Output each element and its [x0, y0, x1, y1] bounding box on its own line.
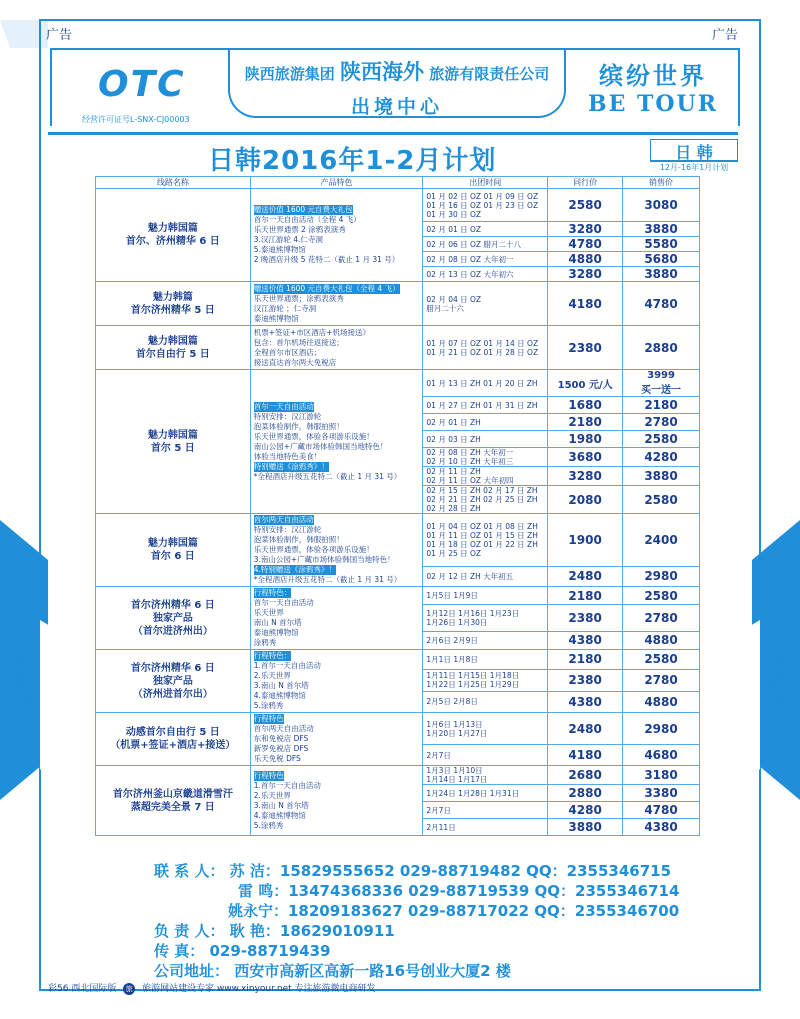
route-name: 动感首尔自由行 5 日 （机票+签证+酒店+接送） — [96, 713, 251, 766]
departure-dates: 01 月 13 日 ZH 01 月 20 日 ZH — [423, 370, 548, 397]
retail-price: 2780 — [623, 414, 700, 431]
feature-line: 2 晚酒店升级 5 花特二（截止 1 月 31 号） — [253, 255, 400, 264]
feature-line: 汉江游轮 ；仁寺洞 — [253, 303, 317, 313]
feature-line: 涂鸦秀 — [253, 638, 277, 647]
retail-price: 2580 — [623, 486, 700, 514]
departure-dates: 2月5日 2月8日 — [423, 691, 548, 712]
trade-price: 4280 — [548, 802, 623, 819]
retail-price: 3880 — [623, 267, 700, 282]
table-row — [96, 514, 700, 567]
trade-price: 4380 — [548, 631, 623, 649]
tour-table — [95, 176, 700, 836]
feature-line: 4.特别赠送《涂鸦秀》！ — [253, 565, 336, 574]
retail-price: 2780 — [623, 605, 700, 631]
column-header: 出团时间 — [423, 177, 548, 189]
feature-line: 3.汉江游轮 4.仁寺洞 — [253, 235, 323, 244]
departure-dates: 02 月 04 日 OZ 腊月二十六 — [423, 282, 548, 326]
trade-price: 4380 — [548, 691, 623, 712]
feature-line: 4.泰迪熊博物馆 — [253, 810, 306, 820]
feature-line: 南山公园+广藏市场体验韩国当地特色！ — [253, 441, 388, 451]
route-features — [250, 282, 423, 326]
feature-line: 1.首尔一天自由活动 — [253, 661, 321, 670]
page-title: 日韩2016年1-2月计划 — [208, 146, 497, 176]
retail-price: 3380 — [623, 785, 700, 802]
trade-price: 4180 — [548, 282, 623, 326]
table-row — [96, 282, 700, 326]
feature-line: 5.泰迪熊博物馆 — [253, 245, 306, 254]
feature-line: 特别安排：汉江游轮 — [253, 411, 322, 421]
feature-line: 泡菜体验制作，韩服拍照！ — [253, 535, 344, 544]
badge-icon: 旅 — [123, 983, 135, 995]
feature-line: *全程酒店升级五花特二（截止 1 月 31 号） — [253, 471, 402, 481]
column-header: 同行价 — [548, 177, 623, 189]
side-text-right: 陕 西 海 外 — [768, 651, 785, 736]
contact-line-5: 传 真： 029-88719439 — [154, 942, 331, 960]
table-row — [96, 766, 700, 785]
feature-line: 赠送价值 1600 元自费大礼包（全程 4 飞） — [253, 283, 400, 293]
route-name: 魅力韩国篇 首尔自由行 5 日 — [96, 326, 251, 370]
route-name: 首尔济州精华 6 日 独家产品 （济州进首尔出） — [96, 650, 251, 713]
departure-dates: 02 月 01 日 OZ — [423, 222, 548, 237]
table-row — [96, 189, 700, 222]
bottom-right: 旅游网站建设专家 www.xinyour.net 专注旅游微电商研发 — [142, 984, 376, 994]
route-name: 魅力韩国篇 首尔 5 日 — [96, 370, 251, 514]
table-row — [96, 326, 700, 370]
column-header: 线路名称 — [96, 177, 251, 189]
departure-dates: 02 月 08 日 ZH 大年初一 02 月 10 日 ZH 大年初三 — [423, 448, 548, 467]
feature-line: 东和免税店 DFS — [253, 734, 309, 743]
departure-dates: 02 月 15 日 ZH 02 月 17 日 ZH 02 月 21 日 ZH 02 月 25 日 ZH 02 月 28 日 ZH — [423, 486, 548, 514]
contact-line-4: 负 责 人： 耿 艳：18629010911 — [154, 922, 395, 940]
departure-dates: 02 月 13 日 OZ 大年初六 — [423, 267, 548, 282]
feature-line: 泰迪熊博物馆 — [253, 628, 299, 637]
trade-price: 3680 — [548, 448, 623, 467]
feature-line: 机票+签证+市区酒店+机场接送》 — [253, 327, 371, 337]
feature-line: 首尔两天自由活动 — [253, 515, 314, 524]
feature-line: 泡菜体验制作，韩服拍照！ — [253, 421, 344, 431]
trade-price: 3280 — [548, 222, 623, 237]
departure-dates: 2月7日 — [423, 745, 548, 766]
route-features — [250, 650, 423, 713]
table-header — [96, 177, 700, 189]
departure-dates: 1月24日 1月28日 1月31日 — [423, 785, 548, 802]
contact-line-2: 雷 鸣：13474368336 029-88719539 QQ：2355346714 — [238, 882, 680, 900]
route-name: 首尔济州釜山京畿道滑雪汗 蒸超完美全景 7 日 — [96, 766, 251, 836]
retail-price: 3180 — [623, 766, 700, 785]
feature-line: 行程特色 — [253, 714, 284, 723]
feature-line: *全程酒店升级五花特二（截止 1 月 31 号） — [253, 575, 402, 584]
header — [50, 48, 740, 126]
feature-line: 3.南山公园+广藏市场体验韩国当地特色！ — [253, 555, 395, 564]
retail-price: 2580 — [623, 587, 700, 605]
table-row — [96, 587, 700, 605]
departure-dates: 01 月 04 日 OZ 01 月 08 日 ZH 01 月 11 日 OZ 01 月 15 日 ZH 01 月 18 日 OZ 01 月 22 日 ZH 01 月 25 日 OZ — [423, 514, 548, 567]
group-name: 陕西旅游集团 — [244, 65, 335, 83]
company-name: 旅游有限责任公司 — [429, 65, 550, 83]
route-name: 魅力韩篇 首尔济州精华 5 日 — [96, 282, 251, 326]
feature-line: 2.乐天世界 — [253, 790, 291, 800]
trade-price: 2180 — [548, 587, 623, 605]
retail-price: 2980 — [623, 713, 700, 745]
feature-line: 5.涂鸦秀 — [253, 820, 284, 830]
retail-price: 3880 — [623, 222, 700, 237]
feature-line: 特别安排：汉江游轮 — [253, 525, 322, 534]
bottom-left: 彩56 西北国际版 — [48, 984, 117, 994]
table-row — [96, 650, 700, 670]
route-features — [250, 370, 423, 514]
trade-price: 1980 — [548, 431, 623, 448]
route-features — [250, 326, 423, 370]
company-line — [230, 56, 564, 86]
feature-line: 新罗免税店 DFS — [253, 744, 309, 753]
feature-line: 乐天世界通票，体验各项游乐设施！ — [253, 431, 374, 441]
retail-price: 5680 — [623, 252, 700, 267]
contact-section — [48, 856, 740, 980]
departure-dates: 1月11日 1月15日 1月18日 1月22日 1月25日 1月29日 — [423, 669, 548, 691]
route-features — [250, 713, 423, 766]
retail-price: 3080 — [623, 189, 700, 222]
feature-line: 5.涂鸦秀 — [253, 701, 284, 710]
feature-line: 泰迪熊博物馆 — [253, 313, 299, 323]
departure-dates: 2月7日 — [423, 802, 548, 819]
contact-line-6: 公司地址： 西安市高新区高新一路16号创业大厦2 楼 — [154, 962, 511, 980]
trade-price: 1500 元/人 — [548, 370, 623, 397]
departure-dates: 02 月 08 日 OZ 大年初一 — [423, 252, 548, 267]
retail-price: 2400 — [623, 514, 700, 567]
retail-price: 2880 — [623, 326, 700, 370]
retail-price: 4880 — [623, 691, 700, 712]
trade-price: 2180 — [548, 414, 623, 431]
departure-dates: 1月12日 1月16日 1月23日 1月26日 1月30日 — [423, 605, 548, 631]
departure-dates: 2月11日 — [423, 819, 548, 836]
retail-price: 2180 — [623, 397, 700, 414]
contact-line-3: 姚永宁：18209183627 029-88717022 QQ：2355346700 — [228, 902, 680, 920]
ad-tag-left: 广告 — [46, 28, 73, 43]
trade-price: 4880 — [548, 252, 623, 267]
feature-line: 乐天世界 — [253, 608, 284, 617]
be-tour-logo — [588, 56, 718, 117]
departure-dates: 01 月 02 日 OZ 01 月 09 日 OZ 01 月 16 日 OZ 01 月 23 日 OZ 01 月 30 日 OZ — [423, 189, 548, 222]
trade-price: 2480 — [548, 566, 623, 586]
feature-line: 接送直达首尔两大免税店 — [253, 357, 337, 367]
trade-price: 1680 — [548, 397, 623, 414]
trade-price: 2080 — [548, 486, 623, 514]
route-name: 首尔济州精华 6 日 独家产品 （首尔进济州出） — [96, 587, 251, 650]
period-label: 12月-16年1月计划 — [650, 161, 738, 173]
feature-line: 2.乐天世界 — [253, 671, 291, 680]
feature-line: 3.南山 N 首尔塔 — [253, 681, 309, 690]
retail-price: 3999 买一送一 — [623, 370, 700, 397]
bottom-bar — [48, 981, 740, 995]
region-label: 日 韩 — [650, 139, 738, 161]
retail-price: 2780 — [623, 669, 700, 691]
feature-line: 3.南山 N 首尔塔 — [253, 800, 309, 810]
table-row — [96, 713, 700, 745]
retail-price: 4880 — [623, 631, 700, 649]
trade-price: 2380 — [548, 669, 623, 691]
route-features — [250, 189, 423, 282]
route-name: 魅力韩国篇 首尔、济州精华 6 日 — [96, 189, 251, 282]
retail-price: 2980 — [623, 566, 700, 586]
departure-dates: 1月5日 1月9日 — [423, 587, 548, 605]
retail-price: 4780 — [623, 802, 700, 819]
route-features — [250, 766, 423, 836]
departure-dates: 02 月 03 日 ZH — [423, 431, 548, 448]
retail-price: 4680 — [623, 745, 700, 766]
feature-line: 特别赠送《涂鸦秀》！ — [253, 461, 329, 471]
feature-line: 乐天免税 DFS — [253, 754, 301, 763]
feature-line: 乐天世界通票；涂鸦表演秀 — [253, 293, 344, 303]
feature-line: 包含：首尔机场往返接送； — [253, 337, 344, 347]
departure-dates: 02 月 01 日 ZH — [423, 414, 548, 431]
ad-tag-right: 广告 — [712, 28, 739, 43]
feature-line: 乐天世界通票，体验各项游乐设施！ — [253, 545, 374, 554]
route-features — [250, 587, 423, 650]
trade-price: 2880 — [548, 785, 623, 802]
trade-price: 4180 — [548, 745, 623, 766]
table-row — [96, 370, 700, 397]
license-number: 经营许可证号L-SNX-CJ00003 — [82, 115, 190, 124]
column-header: 销售价 — [623, 177, 700, 189]
header-center — [228, 48, 566, 118]
departure-dates: 02 月 12 日 ZH 大年初五 — [423, 566, 548, 586]
departure-dates: 1月1日 1月8日 — [423, 650, 548, 670]
trade-price: 2380 — [548, 605, 623, 631]
be-tour-cn: 缤纷世界 — [598, 61, 707, 90]
departure-dates: 01 月 07 日 OZ 01 月 14 日 OZ 01 月 21 日 OZ 01 月 28 日 OZ — [423, 326, 548, 370]
departure-dates: 1月3日 1月10日 1月14日 1月17日 — [423, 766, 548, 785]
otc-logo: OTC — [98, 64, 186, 105]
route-name: 魅力韩国篇 首尔 6 日 — [96, 514, 251, 587]
trade-price: 4780 — [548, 237, 623, 252]
departure-dates: 02 月 11 日 ZH 02 月 11 日 OZ 大年初四 — [423, 467, 548, 486]
departure-dates: 01 月 27 日 ZH 01 月 31 日 ZH — [423, 397, 548, 414]
feature-line: 行程特色 — [253, 770, 284, 780]
trade-price: 3880 — [548, 819, 623, 836]
trade-price: 3280 — [548, 467, 623, 486]
feature-line: 南山 N 首尔塔 — [253, 618, 302, 627]
retail-price: 5580 — [623, 237, 700, 252]
feature-line: 行程特色： — [253, 588, 292, 597]
feature-line: 行程特色： — [253, 651, 292, 660]
side-text-left: 陕 西 海 外 — [14, 651, 31, 736]
feature-line: 全程首尔市区酒店； — [253, 347, 322, 357]
title-bar — [48, 132, 738, 176]
be-tour-en: BE TOUR — [587, 91, 718, 117]
trade-price: 2380 — [548, 326, 623, 370]
feature-line: 乐天世界通票 2 涂鸦表演秀 — [253, 225, 346, 234]
feature-line: 赠送价值 1600 元自费大礼包 — [253, 205, 353, 214]
trade-price: 1900 — [548, 514, 623, 567]
trade-price: 2480 — [548, 713, 623, 745]
feature-line: 1.首尔一天自由活动 — [253, 780, 321, 790]
retail-price: 2580 — [623, 431, 700, 448]
contact-line-1: 联 系 人： 苏 洁：15829555652 029-88719482 QQ：2355346715 — [154, 862, 672, 880]
trade-price: 2180 — [548, 650, 623, 670]
trade-price: 3280 — [548, 267, 623, 282]
feature-line: 首尔一天自由活动（全程 4 飞） — [253, 215, 361, 224]
departure-dates: 02 月 06 日 OZ 腊月二十八 — [423, 237, 548, 252]
center-name: 出境中心 — [350, 96, 443, 118]
brand-name: 陕西海外 — [340, 60, 424, 84]
departure-dates: 1月6日 1月13日 1月20日 1月27日 — [423, 713, 548, 745]
feature-line: 首尔一天自由活动 — [253, 401, 314, 411]
feature-line: 体验当地特色美食！ — [253, 451, 322, 461]
retail-price: 4380 — [623, 819, 700, 836]
retail-price: 3880 — [623, 467, 700, 486]
route-features — [250, 514, 423, 587]
column-header: 产品特色 — [250, 177, 423, 189]
departure-dates: 2月6日 2月9日 — [423, 631, 548, 649]
retail-price: 4280 — [623, 448, 700, 467]
trade-price: 2680 — [548, 766, 623, 785]
feature-line: 4.泰迪熊博物馆 — [253, 691, 306, 700]
feature-line: 首尔一天自由活动 — [253, 598, 314, 607]
trade-price: 2580 — [548, 189, 623, 222]
feature-line: 首尔两天自由活动 — [253, 724, 314, 733]
retail-price: 2580 — [623, 650, 700, 670]
retail-price: 4780 — [623, 282, 700, 326]
